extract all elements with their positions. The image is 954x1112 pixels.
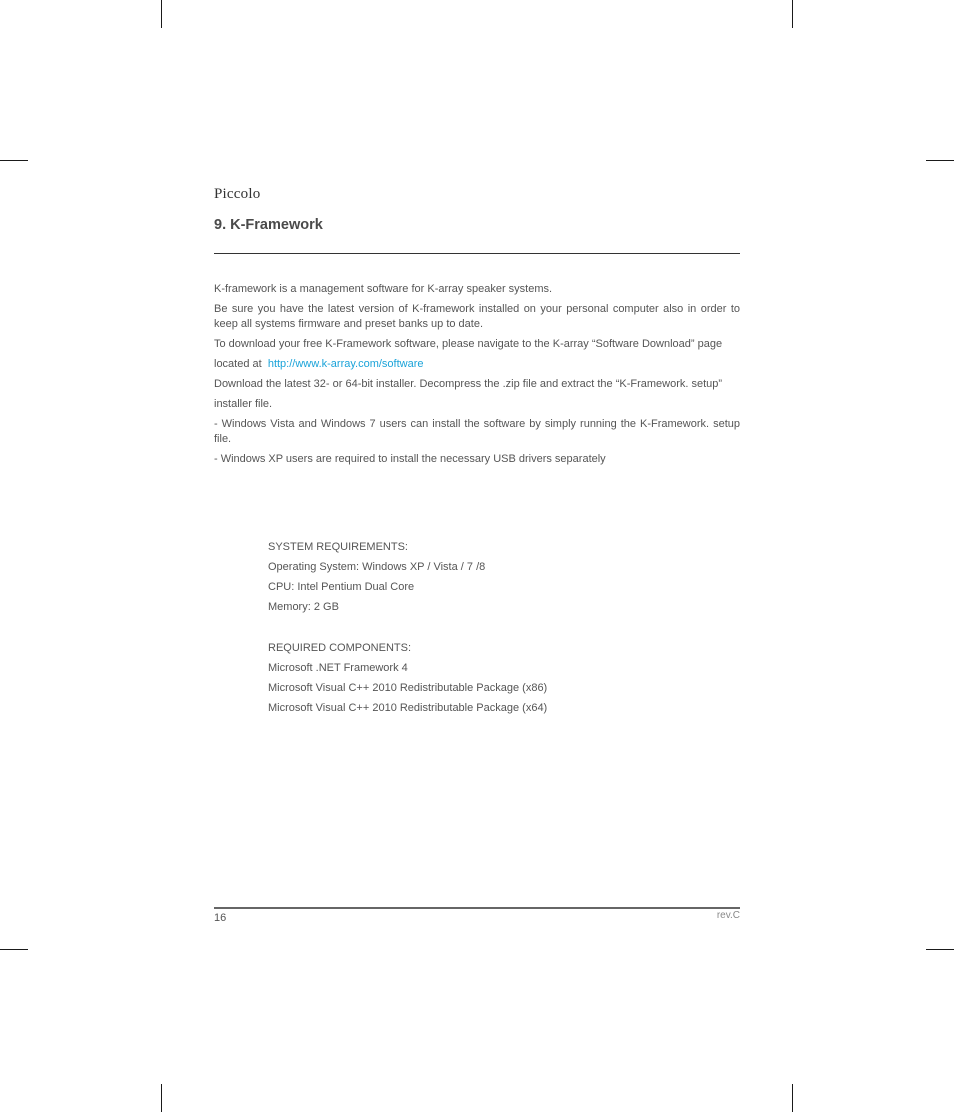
page-number: 16: [214, 912, 227, 924]
crop-mark: [926, 160, 954, 161]
crop-mark: [0, 160, 28, 161]
crop-mark: [161, 1084, 162, 1112]
crop-mark: [792, 1084, 793, 1112]
component-item: Microsoft Visual C++ 2010 Redistributable Package (x86): [268, 682, 548, 694]
system-requirements: [268, 537, 485, 617]
crop-mark: [161, 0, 162, 28]
paragraph: K-framework is a management software for K-array speaker systems.: [214, 283, 553, 295]
software-download-link[interactable]: http://www.k-array.com/software: [267, 358, 424, 370]
requirements-heading: SYSTEM REQUIREMENTS:: [268, 541, 408, 553]
crop-mark: [926, 949, 954, 950]
requirement-item: CPU: Intel Pentium Dual Core: [268, 581, 415, 593]
section-title: 9. K-Framework: [214, 217, 323, 233]
requirement-item: Operating System: Windows XP / Vista / 7 /8: [268, 561, 486, 573]
header-divider: [214, 253, 740, 254]
brand-title: Piccolo: [214, 186, 261, 202]
paragraph: To download your free K-Framework software, please navigate to the K-array “Software Download” page: [214, 338, 723, 350]
paragraph: [214, 357, 740, 372]
paragraph: - Windows XP users are required to install the necessary USB drivers separately: [214, 453, 606, 465]
components-heading: REQUIRED COMPONENTS:: [268, 642, 412, 654]
body-text: [214, 282, 740, 472]
component-item: Microsoft Visual C++ 2010 Redistributable Package (x64): [268, 702, 548, 714]
paragraph: Be sure you have the latest version of K-framework installed on your personal computer also in order to keep all systems firmware and preset banks up to date.: [214, 303, 740, 330]
crop-mark: [0, 949, 28, 950]
paragraph-prefix: located at: [214, 358, 262, 370]
footer-divider: [214, 907, 740, 909]
requirement-item: Memory: 2 GB: [268, 601, 339, 613]
revision-label: rev.C: [716, 910, 740, 921]
crop-mark: [792, 0, 793, 28]
paragraph: Download the latest 32- or 64-bit installer. Decompress the .zip file and extract the “K-Framework. setup”: [214, 378, 723, 390]
paragraph: - Windows Vista and Windows 7 users can install the software by simply running the K-Framework. setup file.: [214, 418, 740, 445]
component-item: Microsoft .NET Framework 4: [268, 662, 408, 674]
required-components: [268, 638, 547, 718]
paragraph: installer file.: [214, 398, 273, 410]
